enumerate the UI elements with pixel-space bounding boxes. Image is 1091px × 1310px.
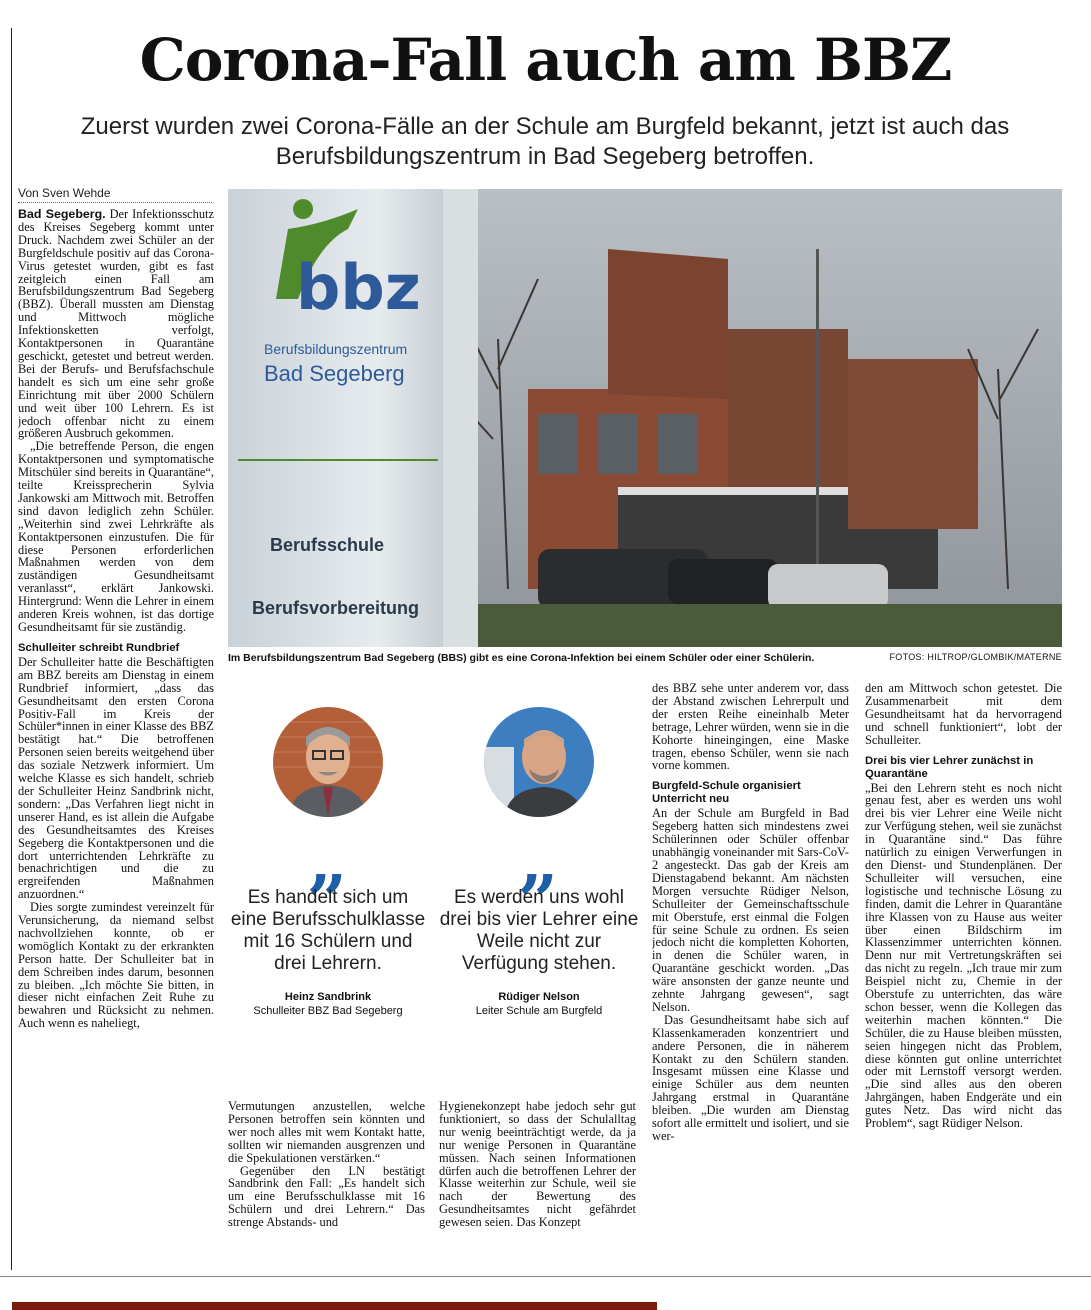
quote-text: Es handelt sich um eine Berufsschulklasse mit 16 Schülern und drei Lehrern. [230,887,426,974]
section-heading: Schulleiter schreibt Rundbrief [18,641,180,654]
quote-mark-icon: „ [307,819,349,902]
dateline: Bad Segeberg. [18,208,106,221]
paragraph: Hygienekonzept habe jedoch sehr gut funktioniert, so dass der Schulalltag nur wenig beeinträchtigt werde, da ja nur wenige Personen in Quarantäne müssen. Nach seinen Informationen dürfen auch die betroffenen Lehrer der Klasse weiterhin zur Schule, weil sie nach der Bewertung des Gesundheitsamtes nicht gefährdet gewesen seien. Das Konzept [439,1100,636,1230]
headline: Corona-Fall auch am BBZ [139,26,952,94]
section-heading: Burgfeld-Schule organisiert Unterricht neu [652,780,801,806]
bottom-rule [0,1276,1091,1277]
quote-author-role: Leiter Schule am Burgfeld [475,1005,603,1017]
sign-line-2: Bad Segeberg [264,361,405,386]
paragraph: des BBZ sehe unter anderem vor, dass der Abstand zwischen Lehrerpult und der ersten Reihe eineinhalb Meter betrage, Lehrer würden, wenn sie in die Kohorte hineingingen, eine Maske tragen, ebenso Schüler, wenn sie nach vorne kommen. [652,682,849,773]
article-column-5 [865,682,1062,1268]
article-photo [228,189,1062,647]
article-column-3 [439,1100,636,1268]
article-column-4 [652,682,849,1268]
quote-mark-icon: „ [518,819,560,902]
quote-text: Es werden uns wohl drei bis vier Lehrer eine Weile nicht zur Verfügung stehen. [439,887,639,974]
next-article-image-edge [12,1302,657,1310]
avatar [484,707,594,817]
section-heading: Drei bis vier Lehrer zunächst in Quarantäne [865,754,1034,780]
article-column-2 [228,1100,425,1268]
article-column-1 [18,208,214,1268]
quote-author: Rüdiger Nelson [498,991,580,1003]
avatar [273,707,383,817]
paragraph: An der Schule am Burgfeld in Bad Segeberg hatten sich mindestens zwei Schülerinnen oder Schüler offenbar unabhängig voneinander mit Sars-CoV-2 angesteckt. Das gab der Kreis am Dienstagabend bekannt. Am nächsten Morgen versuchte Rüdiger Nelson, Schulleiter der Gemeinschaftsschule mit Oberstufe, erst einmal die Folgen für seine Schule zu ordnen. Es seien jedoch nicht die kompletten Kohorten, in denen die Schüler waren, in Quarantäne geschickt worden. „Das wäre ansonsten der ganze neunte und zehnte Jahrgang gewesen“, sagt Nelson. [652,806,849,1014]
sign-item-1: Berufsschule [270,535,385,555]
paragraph: Das Gesundheitsamt habe sich auf Klassenkameraden konzentriert und andere Personen, die in näherem Kontakt zu den Schülern standen. Insgesamt müssen eine Klasse und einige Schüler aus dem neunten Jahrgang erstmal in Quarantäne bleiben. „Die wurden am Dienstag sofort alle ermittelt und isoliert, und sie wer- [652,1012,849,1143]
paragraph: Gegenüber den LN bestätigt Sandbrink den Fall: „Es handelt sich um eine Berufsschulklasse mit 16 Schülern und drei Lehrern.“ Das strenge Abstands- und [228,1163,425,1230]
paragraph: „Die betreffende Person, die engen Kontaktpersonen und symptomatische Mitschüler sind bereits in Quarantäne“, teilte Kreissprecherin Sylvia Jankowski am Mittwoch mit. Betroffen sind davon lediglich zehn Schüler. „Weiterhin sind zwei Lehrkräfte als Kontaktpersonen einzustufen. Die für diese Personen erforderlichen Maßnahmen werden von dem zuständigen Gesundheitsamt veranlasst“, erklärt Jankowski. Hintergrund: Wenn die Lehrer in einem anderen Kreis wohnen, ist das dortige Gesundheitsamt für sie zuständig. [18,439,214,634]
subheadline: Zuerst wurden zwei Corona-Fälle an der Schule am Burgfeld bekannt, jetzt ist auch das Berufsbildungszentrum in Bad Segeberg betroffen. [80,113,1010,170]
photo-bbz-building [228,189,1062,647]
paragraph: Der Schulleiter hatte die Beschäftigten am BBZ bereits am Dienstag in einem Rundbrief informiert, „dass das Gesundheitsamt den ersten Corona Positiv-Fall im Kreis der Schüler*innen in einer Klasse des BBZ bestätigt hat.“ Die betroffenen Personen seien bereits weitgehend über das soziale Netzwerk informiert. Um welche Klasse es sich handelt, schrieb der Schulleiter Heinz Sandbrink nicht, sondern: „Das Verfahren liegt nicht in unserer Hand, es ist allein die Aufgabe des Gesundheitsamtes des Kreises Segeberg die Kontaktpersonen und die dort unterrichtenden Lehrkräfte zu benachrichtigen und die zu ergreifenden Maßnahmen anzuordnen.“ [18,654,214,902]
quote-box-nelson [439,707,639,1017]
quote-author: Heinz Sandbrink [284,991,372,1003]
paragraph: Bad Segeberg. Der Infektionsschutz des Kreises Segeberg kommt unter Druck. Nachdem zwei Schüler an der Burgfeldschule positiv auf das Corona-Virus getestet wurden, gibt es fast zeitgleich einen Fall am Berufsbildungszentrum Bad Segeberg (BBZ). Überall mussten am Dienstag und Mittwoch mögliche Infektionsketten verfolgt, Kontaktpersonen in Quarantäne geschickt, getestet und betreut werden. Bei der Berufs- und Berufsfachschule handelt es sich um eine sehr große Einrichtung mit über 2000 Schülern und weit über 100 Lehrern. Es ist jedoch offenbar nicht zu einem größeren Ausbruch gekommen. [18,208,214,441]
paragraph: „Bei den Lehrern steht es noch nicht genau fest, aber es werden uns wohl drei bis vier Lehrer eine Weile nicht zur Verfügung stehen, weil sie zunächst in Quarantäne sind.“ Das führe natürlich zu einigen Verwerfungen in den Dienst- und Stundenplänen. Der Schulleiter will versuchen, eine logistische und technische Lösung zu finden, damit die Lehrer in Quarantäne ihre Klassen von zu Hause aus weiter über einen Bildschirm im Klassenzimmer unterrichten können. Denn nur mit Vertretungskräften sei das nicht zu regeln. „Ich traue mir zum Beispiel nicht zu, Chemie in der Oberstufe zu unterrichten, das wäre schon besser, wenn die Kollegen das weiterhin machen könnten.“ Die Schüler, die zu Hause bleiben müssten, seien hingegen nicht das Problem, diese könnten gut online unterrichtet oder mit Lernstoff versorgt werden. „Die sind alles aus den oberen Jahrgängen, haben Endgeräte und ein gutes Netz. Das wird nicht das Problem“, sagt Rüdiger Nelson. [865,780,1062,1131]
sign-line-1: Berufsbildungszentrum [264,341,408,357]
sign-item-2: Berufsvorbereitung [252,598,420,618]
paragraph: Dies sorgte zumindest vereinzelt für Verunsicherung, da niemand selbst nachvollziehen konnte, ob er womöglich Kontakt zu der erkrankten Person hatte. Der Schulleiter bat in dem Schreiben indes darum, besonnen zu bleiben. „Ich möchte Sie bitten, in dieser nicht einfachen Zeit Ruhe zu bewahren und Rücksicht zu nehmen. Auch wenn es naheliegt, [18,900,214,1031]
photo-credit: FOTOS: HILTROP/GLOMBIK/MATERNE [889,652,1062,662]
left-edge-rule [11,28,12,1270]
photo-caption: Im Berufsbildungszentrum Bad Segeberg (BBS) gibt es eine Corona-Infektion bei einem Schüler oder einer Schülerin. FOTOS: HILTROP/GLOMBIK/MATERNE [228,652,1062,664]
quote-box-sandbrink [228,707,428,1017]
paragraph: Vermutungen anzustellen, welche Personen betroffen sein könnten und wer noch alles mit wem Kontakt hatte, sollten wir niemanden ausgrenzen und die Spekulationen verstärken.“ [228,1100,425,1165]
byline: Von Sven Wehde [18,186,212,203]
paragraph: den am Mittwoch schon getestet. Die Zusammenarbeit mit dem Gesundheitsamt hat da hervorragend und schnell funktioniert“, lobt der Schulleiter. [865,682,1062,747]
sign-logo: bbz [296,251,421,324]
quote-author-role: Schulleiter BBZ Bad Segeberg [253,1005,403,1017]
